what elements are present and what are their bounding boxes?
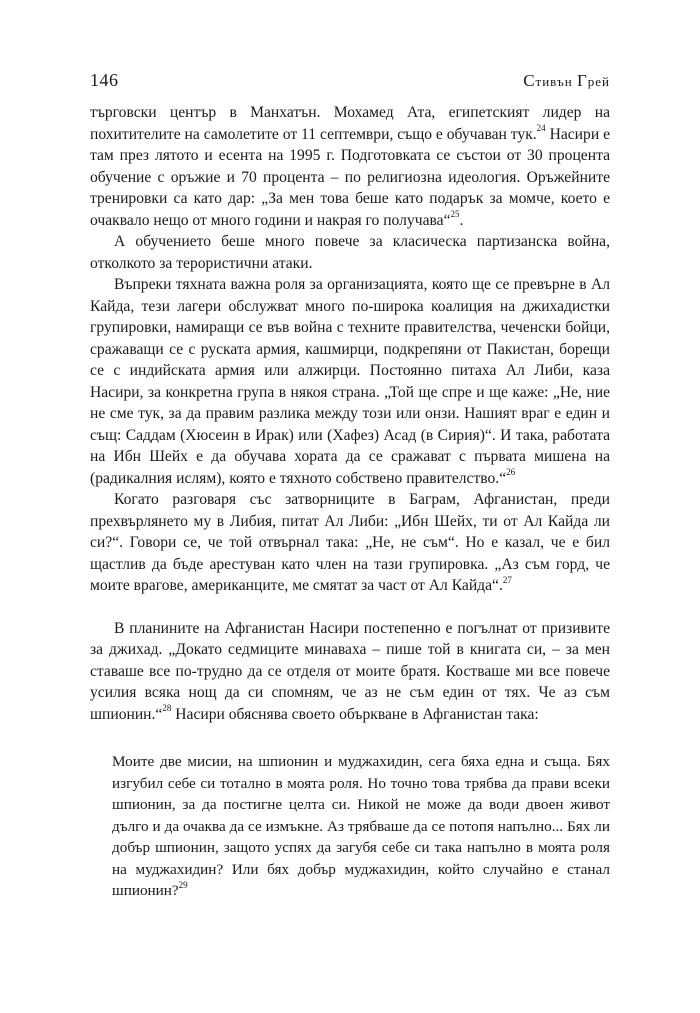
text-run: . bbox=[459, 211, 464, 229]
paragraph bbox=[90, 489, 610, 597]
footnote-ref: 28 bbox=[162, 703, 172, 714]
running-head-initial-1: С bbox=[523, 71, 536, 90]
footnote-ref: 24 bbox=[536, 123, 546, 134]
page-header bbox=[90, 70, 610, 98]
text-run: А обучението беше много повече за класическа партизанска война, отколкото за терористични атаки. bbox=[90, 233, 610, 272]
paragraph bbox=[90, 231, 610, 274]
text-run: Насири обяснява своето объркване в Афганистан така: bbox=[171, 705, 539, 723]
running-head-rest-1: тивън bbox=[535, 74, 577, 89]
text-run: Въпреки тяхната важна роля за организацията, която ще се превърне в Ал Кайда, тези лагери обслужват много по-широка коалиция на джихадистки групировки, намиращи се във война с техните правителства, чеченски бойци, сражаващи се с руската армия, кашмирци, подкрепяни от Пакистан, борещи се с индийската армия или алжирци. Постоянно питаха Ал Либи, каза Насири, за конкретна група в някоя страна. „Той ще спре и ще каже: „Не, ние не сме тук, за да правим разлика между този или онзи. Нашият враг е един и същ: Саддам (Хюсеин в Ирак) или (Хафез) Асад (в Сирия)“. И така, работата на Ибн Шейх е да обучава хората да се сражават с първата мишена на (радикалния ислям), която е тяхното собствено правителство.“ bbox=[90, 276, 610, 487]
footnote-ref: 29 bbox=[178, 879, 188, 890]
text-run: Моите две мисии, на шпионин и муджахидин, сега бяха една и съща. Бях изгубил себе си тотално в моята роля. Но точно това трябва да прави всеки шпионин, за да постигне целта си. Никой не може да води двоен живот дълго и да очаква да се измъкне. Аз трябваше да се потопя напълно... Бях ли добър шпионин, защото успях да загубя себе си така напълно в моята роля на муджахидин? Или бях добър муджахидин, който случайно е станал шпионин? bbox=[112, 753, 610, 899]
running-head-author bbox=[523, 71, 610, 91]
running-head-rest-2: рей bbox=[587, 74, 610, 89]
footnote-ref: 27 bbox=[502, 574, 512, 585]
paragraphs bbox=[90, 102, 610, 725]
running-head-initial-2: Г bbox=[576, 71, 588, 90]
paragraph bbox=[90, 618, 610, 726]
text-run: търговски център в Манхатън. Мохамед Ата, египетският лидер на похитителите на самолетите от 11 септември, също е обучаван тук. bbox=[90, 104, 610, 143]
paragraph bbox=[90, 102, 610, 231]
text-run: Когато разговаря със затворниците в Баграм, Афганистан, преди прехвърлянето му в Либия, питат Ал Либи: „Ибн Шейх, ти от Ал Кайда ли си?“. Говори се, че той отвърнал така: „Не, не съм“. Но е казал, че е бил щастлив да бъде арестуван като член на тази групировка. „Аз съм горд, че моите врагове, американците, ме смятат за част от Ал Кайда“. bbox=[90, 491, 610, 594]
text-run: В планините на Афганистан Насири постепенно е погълнат от призивите за джихад. „Докато седмиците минаваха – пише той в книгата си, – за мен ставаше все по-трудно да се отделя от моите братя. Костваше ми все повече усилия всяка нощ да си спомням, че аз не съм един от тях. Че аз съм шпионин.“ bbox=[90, 619, 610, 723]
paragraph bbox=[90, 274, 610, 489]
footnote-ref: 25 bbox=[450, 209, 460, 220]
body-text bbox=[90, 102, 610, 902]
footnote-ref: 26 bbox=[506, 467, 516, 478]
block-quote bbox=[90, 751, 610, 902]
page-number: 146 bbox=[90, 70, 119, 90]
text-run: Насири е там през лятото и есента на 1995 г. Подготовката се състои от 30 процента обучение с оръжие и 70 процента – по религиозна идеология. Оръжейните тренировки са като дар: „За мен това беше като подарък за момче, което е очаквало нещо от много години и накрая го получава“ bbox=[90, 125, 610, 229]
